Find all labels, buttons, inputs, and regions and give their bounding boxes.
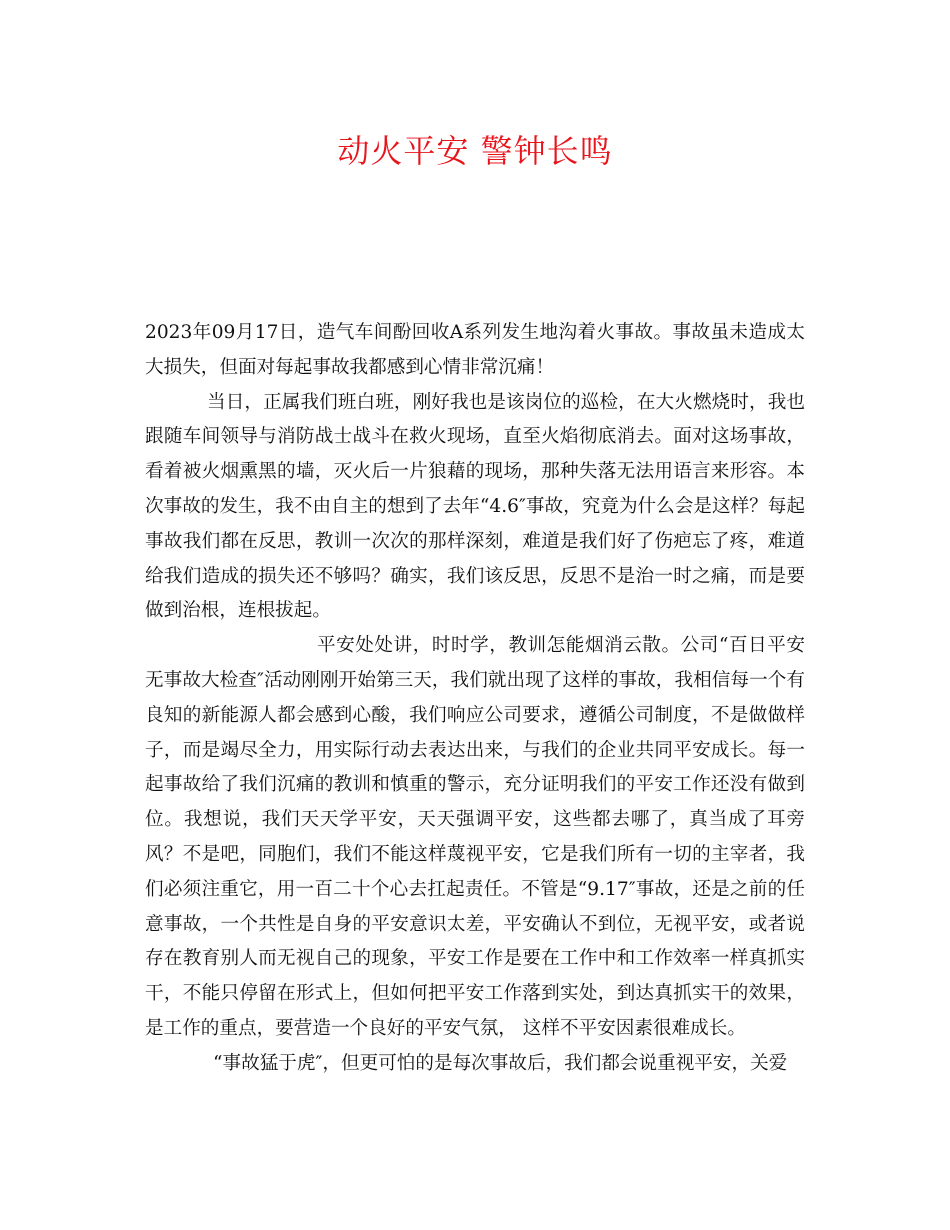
paragraph-3: 平安处处讲，时时学，教训怎能烟消云散。公司“百日平安无事故大检查″活动刚刚开始第三天，我们就出现了这样的事故，我相信每一个有良知的新能源人都会感到心酸，我们响应公司要求，遵循公司制度，不是做做样子，而是竭尽全力，用实际行动去表达出来，与我们的企业共同平安成长。每一起事故给了我们沉痛的教训和慎重的警示，充分证明我们的平安工作还没有做到位。我想说，我们天天学平安，天天强调平安，这些都去哪了，真当成了耳旁风？不是吧，同胞们，我们不能这样蔑视平安，它是我们所有一切的主宰者，我们必须注重它，用一百二十个心去扛起责任。不管是“9.17″事故，还是之前的任意事故，一个共性是自身的平安意识太差，平安确认不到位，无视平安，或者说存在教育别人而无视自己的现象，平安工作是要在工作中和工作效率一样真抓实干，不能只停留在形式上，但如何把平安工作落到实处，到达真抓实干的效果，是工作的重点，要营造一个良好的平安气氛， 这样不平安因素很难成长。 — [145, 635, 805, 1039]
document-body — [145, 316, 805, 1082]
paragraph-4: “事故猛于虎″，但更可怕的是每次事故后，我们都会说重视平安，关爱 — [213, 1052, 788, 1074]
paragraph-1: 2023年09月17日，造气车间酚回收A系列发生地沟着火事故。事故虽未造成太大损失，但面对每起事故我都感到心情非常沉痛！ — [145, 322, 805, 378]
document-title: 动火平安 警钟长鸣 — [337, 132, 613, 170]
paragraph-2: 当日，正属我们班白班，刚好我也是该岗位的巡检，在大火燃烧时，我也跟随车间领导与消防战士战斗在救火现场，直至火焰彻底消去。面对这场事故，看着被火烟熏黑的墙，灭火后一片狼藉的现场，那种失落无法用语言来形容。本次事故的发生，我不由自主的想到了去年“4.6″事故，究竟为什么会是这样？每起事故我们都在反思，教训一次次的那样深刻，难道是我们好了伤疤忘了疼，难道给我们造成的损失还不够吗？确实，我们该反思，反思不是治一时之痛，而是要做到治根，连根拔起。 — [145, 391, 805, 622]
